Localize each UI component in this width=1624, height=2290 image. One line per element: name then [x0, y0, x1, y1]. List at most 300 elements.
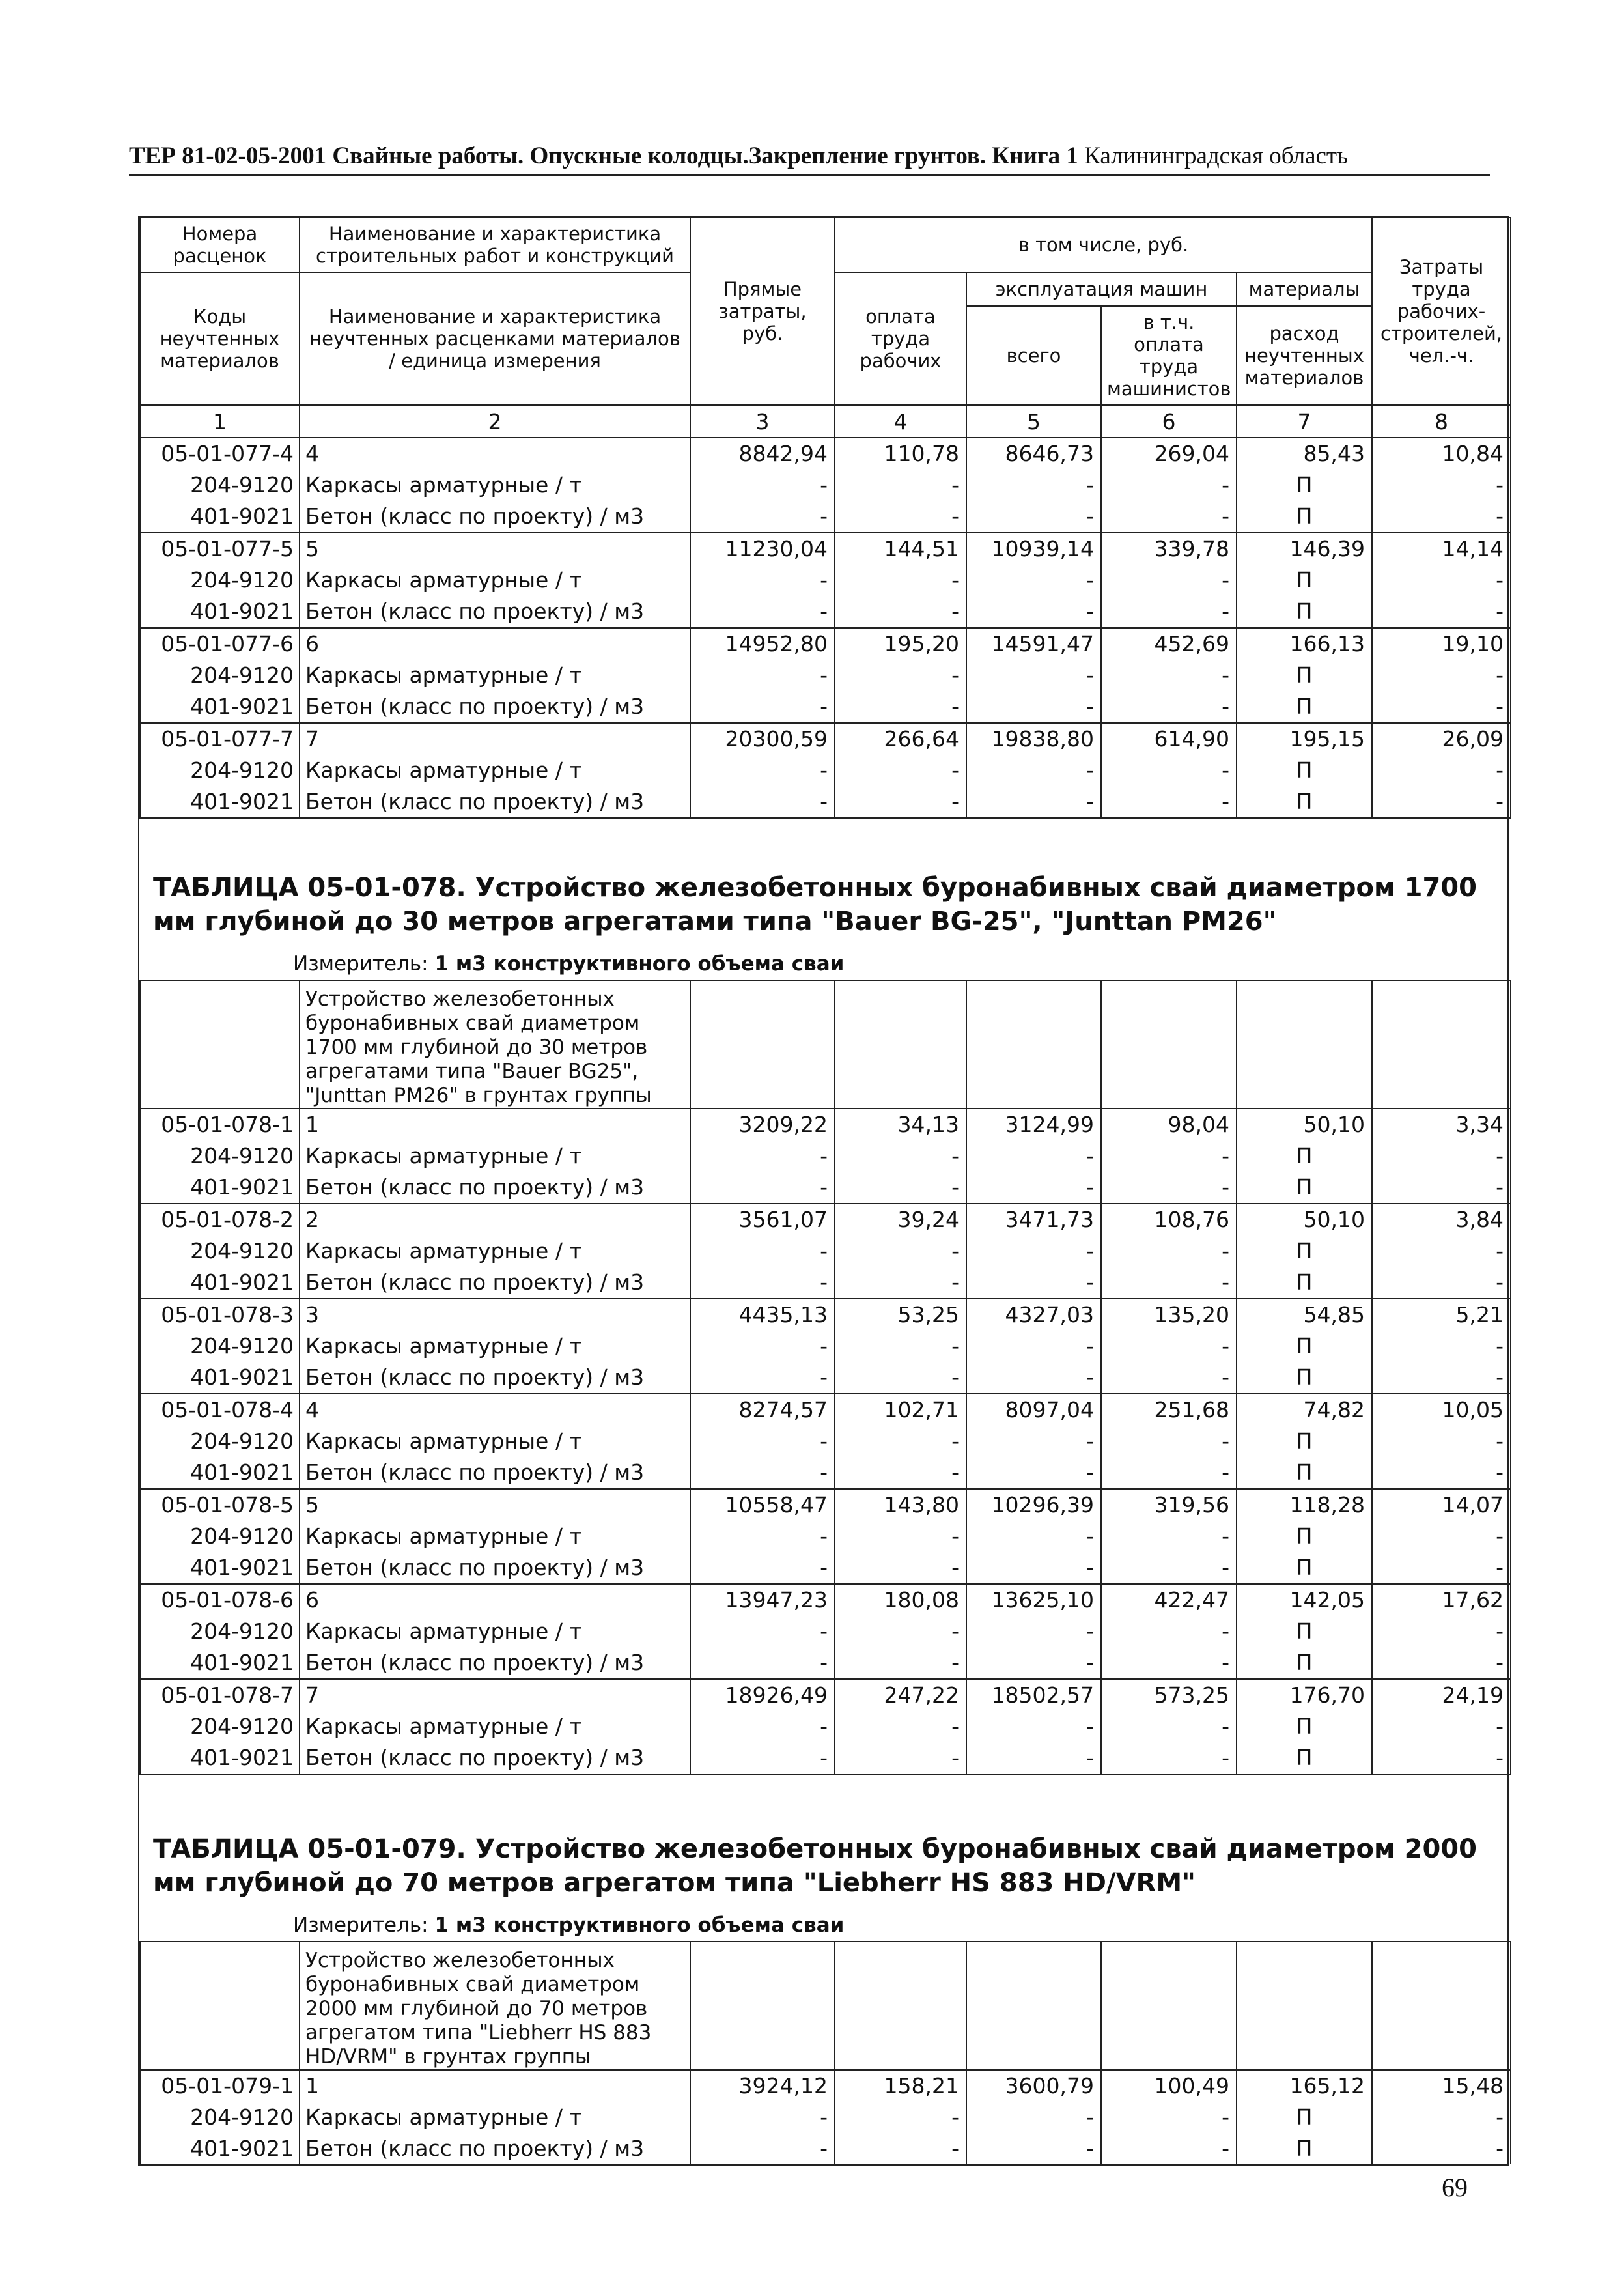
table-cell: 3,84: [1372, 1204, 1511, 1236]
table-cell: -: [690, 2102, 835, 2133]
section-title-row: [140, 1774, 1511, 1909]
table-cell: -: [690, 1711, 835, 1742]
table-cell: -: [835, 1236, 966, 1267]
col-number: 7: [1237, 405, 1372, 438]
table-cell: [140, 1942, 300, 2070]
table-cell: 98,04: [1101, 1109, 1237, 1140]
table-cell: 4435,13: [690, 1299, 835, 1331]
table-row: [140, 2070, 1511, 2102]
table-cell: [690, 980, 835, 1109]
table-cell: -: [1372, 1647, 1511, 1679]
table-cell: П: [1237, 1647, 1372, 1679]
table-cell: -: [1372, 2102, 1511, 2133]
table-cell: -: [1101, 786, 1237, 818]
table-cell: П: [1237, 2133, 1372, 2164]
table-cell: 266,64: [835, 723, 966, 755]
table-cell: 10,05: [1372, 1394, 1511, 1426]
table-cell: -: [690, 565, 835, 596]
table-cell: П: [1237, 2102, 1372, 2133]
table-cell: 251,68: [1101, 1394, 1237, 1426]
table-cell: -: [1101, 1742, 1237, 1774]
table-cell: 74,82: [1237, 1394, 1372, 1426]
table-cell: Каркасы арматурные / т: [300, 755, 690, 786]
table-cell: -: [1372, 1140, 1511, 1172]
table-cell: 401-9021: [140, 596, 300, 628]
table-cell: 614,90: [1101, 723, 1237, 755]
table-cell: 176,70: [1237, 1679, 1372, 1711]
table-cell: 10296,39: [966, 1489, 1101, 1521]
table-cell: [690, 1942, 835, 2070]
table-cell: 53,25: [835, 1299, 966, 1331]
col-including: в том числе, руб.: [835, 218, 1372, 272]
table-cell: -: [690, 755, 835, 786]
table-cell: -: [1372, 1616, 1511, 1647]
table-cell: 3,34: [1372, 1109, 1511, 1140]
section-description-row: [140, 1942, 1511, 2070]
table-cell: 05-01-078-3: [140, 1299, 300, 1331]
table-cell: -: [1101, 565, 1237, 596]
table-row: [140, 1394, 1511, 1426]
table-cell: 54,85: [1237, 1299, 1372, 1331]
table-cell: 18926,49: [690, 1679, 835, 1711]
table-cell: -: [1372, 470, 1511, 501]
table-cell: 3: [300, 1299, 690, 1331]
table-cell: -: [966, 501, 1101, 533]
table-cell: 3471,73: [966, 1204, 1101, 1236]
table-row: [140, 501, 1511, 533]
table-cell: -: [835, 1140, 966, 1172]
table-cell: 05-01-077-6: [140, 628, 300, 660]
table-cell: -: [1101, 1457, 1237, 1489]
table-row: [140, 1204, 1511, 1236]
table-cell: 401-9021: [140, 501, 300, 533]
table-cell: 165,12: [1237, 2070, 1372, 2102]
section-meter-row: [140, 1909, 1511, 1942]
table-cell: -: [1372, 1172, 1511, 1204]
table-cell: П: [1237, 1552, 1372, 1584]
column-number-row: [140, 405, 1511, 438]
table-cell: -: [1372, 1362, 1511, 1394]
table-cell: -: [966, 1457, 1101, 1489]
table-row: [140, 1236, 1511, 1267]
table-cell: Каркасы арматурные / т: [300, 1521, 690, 1552]
table-cell: 10,84: [1372, 438, 1511, 470]
table-cell: -: [835, 565, 966, 596]
section-title-row: [140, 818, 1511, 948]
table-cell: 05-01-078-2: [140, 1204, 300, 1236]
col-number: 6: [1101, 405, 1237, 438]
table-cell: -: [1101, 596, 1237, 628]
table-cell: -: [690, 1426, 835, 1457]
table-cell: П: [1237, 660, 1372, 691]
table-cell: 13947,23: [690, 1584, 835, 1616]
table-cell: -: [966, 1742, 1101, 1774]
table-cell: 05-01-078-4: [140, 1394, 300, 1426]
table-cell: П: [1237, 1267, 1372, 1299]
table-cell: 6: [300, 628, 690, 660]
table-cell: 204-9120: [140, 1426, 300, 1457]
table-cell: 24,19: [1372, 1679, 1511, 1711]
table-cell: -: [1101, 1711, 1237, 1742]
table-cell: -: [835, 786, 966, 818]
table-cell: 50,10: [1237, 1109, 1372, 1140]
table-cell: 204-9120: [140, 565, 300, 596]
rates-table: [139, 217, 1511, 2164]
col-number: 5: [966, 405, 1101, 438]
table-cell: [1372, 1942, 1511, 2070]
table-cell: 6: [300, 1584, 690, 1616]
table-cell: 3209,22: [690, 1109, 835, 1140]
table-cell: 39,24: [835, 1204, 966, 1236]
table-cell: -: [835, 1426, 966, 1457]
table-cell: -: [1372, 1267, 1511, 1299]
table-cell: -: [1101, 1172, 1237, 1204]
table-cell: 8097,04: [966, 1394, 1101, 1426]
table-cell: Бетон (класс по проекту) / м3: [300, 1552, 690, 1584]
table-cell: -: [966, 596, 1101, 628]
table-cell: П: [1237, 786, 1372, 818]
table-cell: -: [966, 1331, 1101, 1362]
table-cell: -: [690, 786, 835, 818]
section-meter: [140, 948, 1511, 980]
table-cell: -: [1372, 660, 1511, 691]
col-material-use: расход неучтенных материалов: [1237, 306, 1372, 405]
table-cell: 05-01-079-1: [140, 2070, 300, 2102]
table-cell: 18502,57: [966, 1679, 1101, 1711]
table-cell: [1237, 1942, 1372, 2070]
table-cell: -: [966, 1521, 1101, 1552]
table-cell: 7: [300, 1679, 690, 1711]
table-cell: -: [1101, 1426, 1237, 1457]
table-row: [140, 565, 1511, 596]
table-cell: -: [1101, 691, 1237, 723]
table-cell: П: [1237, 1172, 1372, 1204]
table-cell: -: [690, 596, 835, 628]
table-cell: 269,04: [1101, 438, 1237, 470]
section-meter: [140, 1909, 1511, 1942]
table-cell: -: [966, 1140, 1101, 1172]
table-cell: 05-01-078-7: [140, 1679, 300, 1711]
meter-label: Измеритель:: [293, 1913, 428, 1937]
table-cell: П: [1237, 1521, 1372, 1552]
table-cell: -: [966, 1236, 1101, 1267]
table-cell: 204-9120: [140, 1236, 300, 1267]
table-cell: Каркасы арматурные / т: [300, 1331, 690, 1362]
table-cell: 401-9021: [140, 2133, 300, 2164]
table-cell: 195,20: [835, 628, 966, 660]
table-cell: -: [1372, 1331, 1511, 1362]
table-cell: Бетон (класс по проекту) / м3: [300, 501, 690, 533]
table-row: [140, 723, 1511, 755]
table-cell: 14,07: [1372, 1489, 1511, 1521]
table-cell: -: [835, 1331, 966, 1362]
table-cell: -: [835, 1521, 966, 1552]
table-cell: -: [966, 1552, 1101, 1584]
table-row: [140, 1552, 1511, 1584]
table-cell: 195,15: [1237, 723, 1372, 755]
col-material-name: Наименование и характеристика неучтенных расценками материалов / единица измерения: [300, 272, 690, 405]
table-cell: 166,13: [1237, 628, 1372, 660]
table-cell: 401-9021: [140, 1172, 300, 1204]
table-cell: Каркасы арматурные / т: [300, 565, 690, 596]
table-row: [140, 1711, 1511, 1742]
col-labor-costs: Затраты труда рабочих-строителей, чел.-ч.: [1372, 218, 1511, 405]
section-description-row: [140, 980, 1511, 1109]
table-cell: 452,69: [1101, 628, 1237, 660]
table-cell: -: [690, 470, 835, 501]
table-cell: 4: [300, 438, 690, 470]
table-cell: -: [1101, 2133, 1237, 2164]
table-cell: Каркасы арматурные / т: [300, 1140, 690, 1172]
table-cell: -: [835, 2102, 966, 2133]
table-cell: Бетон (класс по проекту) / м3: [300, 691, 690, 723]
table-cell: 319,56: [1101, 1489, 1237, 1521]
table-cell: П: [1237, 755, 1372, 786]
table-row: [140, 1109, 1511, 1140]
table-row: [140, 1489, 1511, 1521]
table-row: [140, 1584, 1511, 1616]
table-cell: 247,22: [835, 1679, 966, 1711]
section-meter-row: [140, 948, 1511, 980]
table-cell: 401-9021: [140, 1742, 300, 1774]
section-description: Устройство железобетонных буронабивных свай диаметром 2000 мм глубиной до 70 метров агрегатом типа "Liebherr HS 883 HD/VRM" в грунтах группы: [300, 1942, 690, 2070]
col-number: 8: [1372, 405, 1511, 438]
table-cell: 4: [300, 1394, 690, 1426]
table-row: [140, 1616, 1511, 1647]
table-cell: -: [690, 1647, 835, 1679]
table-cell: [1101, 980, 1237, 1109]
table-cell: -: [690, 1267, 835, 1299]
table-cell: 204-9120: [140, 2102, 300, 2133]
table-cell: Каркасы арматурные / т: [300, 660, 690, 691]
table-cell: 401-9021: [140, 1457, 300, 1489]
table-cell: 05-01-078-1: [140, 1109, 300, 1140]
table-cell: П: [1237, 501, 1372, 533]
table-cell: 204-9120: [140, 1140, 300, 1172]
col-machine-operation: эксплуатация машин: [966, 272, 1237, 306]
table-cell: -: [966, 755, 1101, 786]
table-cell: П: [1237, 1362, 1372, 1394]
table-cell: -: [1372, 691, 1511, 723]
table-cell: 50,10: [1237, 1204, 1372, 1236]
col-rate-numbers: Номера расценок: [140, 218, 300, 272]
table-cell: Каркасы арматурные / т: [300, 1616, 690, 1647]
table-cell: 102,71: [835, 1394, 966, 1426]
table-row: [140, 438, 1511, 470]
table-cell: 8274,57: [690, 1394, 835, 1426]
col-total: всего: [966, 306, 1101, 405]
table-cell: 422,47: [1101, 1584, 1237, 1616]
table-cell: 13625,10: [966, 1584, 1101, 1616]
table-cell: 19,10: [1372, 628, 1511, 660]
table-row: [140, 691, 1511, 723]
table-cell: 5: [300, 533, 690, 565]
table-row: [140, 628, 1511, 660]
table-cell: -: [1101, 470, 1237, 501]
table-cell: 10939,14: [966, 533, 1101, 565]
table-cell: -: [690, 1331, 835, 1362]
meter-value: 1 м3 конструктивного объема сваи: [434, 1913, 845, 1937]
table-row: [140, 1140, 1511, 1172]
table-cell: 1: [300, 2070, 690, 2102]
table-cell: 144,51: [835, 533, 966, 565]
table-cell: 401-9021: [140, 1267, 300, 1299]
table-cell: 17,62: [1372, 1584, 1511, 1616]
table-cell: 3600,79: [966, 2070, 1101, 2102]
table-cell: -: [835, 596, 966, 628]
table-cell: Бетон (класс по проекту) / м3: [300, 786, 690, 818]
table-cell: 204-9120: [140, 1521, 300, 1552]
table-cell: -: [690, 1552, 835, 1584]
col-material-codes: Коды неучтенных материалов: [140, 272, 300, 405]
table-cell: -: [690, 660, 835, 691]
table-cell: 4327,03: [966, 1299, 1101, 1331]
table-cell: 7: [300, 723, 690, 755]
table-cell: 573,25: [1101, 1679, 1237, 1711]
table-cell: П: [1237, 1331, 1372, 1362]
table-cell: 26,09: [1372, 723, 1511, 755]
table-cell: 204-9120: [140, 1616, 300, 1647]
table-cell: 204-9120: [140, 1711, 300, 1742]
table-cell: -: [1101, 1140, 1237, 1172]
table-cell: 401-9021: [140, 691, 300, 723]
table-cell: -: [835, 660, 966, 691]
table-cell: 11230,04: [690, 533, 835, 565]
table-cell: -: [835, 1172, 966, 1204]
table-cell: -: [1372, 1552, 1511, 1584]
table-cell: Бетон (класс по проекту) / м3: [300, 596, 690, 628]
table-cell: -: [690, 1742, 835, 1774]
table-cell: 14,14: [1372, 533, 1511, 565]
table-cell: -: [1101, 1267, 1237, 1299]
table-cell: 05-01-077-5: [140, 533, 300, 565]
table-cell: Бетон (класс по проекту) / м3: [300, 1742, 690, 1774]
table-cell: 108,76: [1101, 1204, 1237, 1236]
table-cell: 85,43: [1237, 438, 1372, 470]
col-number: 3: [690, 405, 835, 438]
table-cell: -: [835, 1267, 966, 1299]
table-cell: -: [1372, 501, 1511, 533]
table-cell: 401-9021: [140, 1362, 300, 1394]
table-cell: -: [835, 1711, 966, 1742]
table-cell: П: [1237, 565, 1372, 596]
table-cell: -: [1372, 755, 1511, 786]
table-cell: -: [835, 1457, 966, 1489]
table-cell: 1: [300, 1109, 690, 1140]
table-cell: П: [1237, 1426, 1372, 1457]
table-cell: -: [1101, 1616, 1237, 1647]
table-row: [140, 1172, 1511, 1204]
table-cell: -: [835, 2133, 966, 2164]
table-header: [140, 218, 1511, 438]
table-cell: Бетон (класс по проекту) / м3: [300, 1457, 690, 1489]
table-cell: 110,78: [835, 438, 966, 470]
table-row: [140, 786, 1511, 818]
table-cell: Бетон (класс по проекту) / м3: [300, 1267, 690, 1299]
table-cell: -: [690, 1362, 835, 1394]
table-cell: 14952,80: [690, 628, 835, 660]
table-cell: -: [1372, 2133, 1511, 2164]
table-cell: Каркасы арматурные / т: [300, 470, 690, 501]
table-cell: -: [690, 2133, 835, 2164]
table-cell: -: [966, 1426, 1101, 1457]
page-number: 69: [1442, 2173, 1468, 2202]
table-cell: 5: [300, 1489, 690, 1521]
table-row: [140, 1457, 1511, 1489]
table-cell: 14591,47: [966, 628, 1101, 660]
table-cell: П: [1237, 1457, 1372, 1489]
header-region: Калининградская область: [1078, 143, 1348, 169]
section-title: ТАБЛИЦА 05-01-078. Устройство железобетонных буронабивных свай диаметром 1700 мм глубиной до 30 метров агрегатами типа "Bauer BG-25", "Junttan PM26": [140, 818, 1511, 948]
table-cell: 05-01-077-7: [140, 723, 300, 755]
table-cell: -: [1101, 1552, 1237, 1584]
table-cell: -: [835, 691, 966, 723]
table-row: [140, 1426, 1511, 1457]
col-number: 1: [140, 405, 300, 438]
table-cell: Бетон (класс по проекту) / м3: [300, 1172, 690, 1204]
col-direct-costs: Прямые затраты, руб.: [690, 218, 835, 405]
table-cell: 8646,73: [966, 438, 1101, 470]
table-row: [140, 1742, 1511, 1774]
table-cell: -: [835, 1616, 966, 1647]
table-cell: 3561,07: [690, 1204, 835, 1236]
col-machinist-pay: в т.ч. оплата труда машинистов: [1101, 306, 1237, 405]
table-cell: -: [966, 1267, 1101, 1299]
table-cell: -: [1372, 786, 1511, 818]
header-title: ТЕР 81-02-05-2001 Свайные работы. Опускные колодцы.Закрепление грунтов. Книга 1: [129, 143, 1078, 169]
table-cell: 135,20: [1101, 1299, 1237, 1331]
table-cell: -: [966, 2133, 1101, 2164]
table-cell: 401-9021: [140, 1647, 300, 1679]
table-row: [140, 470, 1511, 501]
table-cell: -: [966, 1711, 1101, 1742]
table-cell: П: [1237, 1236, 1372, 1267]
table-row: [140, 1521, 1511, 1552]
table-cell: [966, 1942, 1101, 2070]
col-labor-pay: оплата труда рабочих: [835, 272, 966, 405]
section-description: Устройство железобетонных буронабивных свай диаметром 1700 мм глубиной до 30 метров агрегатами типа "Bauer BG25", "Junttan PM26" в грунтах группы: [300, 980, 690, 1109]
table-cell: [1372, 980, 1511, 1109]
col-number: 4: [835, 405, 966, 438]
table-cell: -: [690, 1236, 835, 1267]
table-cell: -: [1372, 1457, 1511, 1489]
table-cell: 3924,12: [690, 2070, 835, 2102]
table-row: [140, 533, 1511, 565]
table-cell: -: [1101, 2102, 1237, 2133]
col-number: 2: [300, 405, 690, 438]
table-cell: -: [966, 565, 1101, 596]
table-cell: П: [1237, 1711, 1372, 1742]
table-cell: -: [1372, 1742, 1511, 1774]
table-cell: 3124,99: [966, 1109, 1101, 1140]
table-cell: -: [835, 470, 966, 501]
table-cell: [1101, 1942, 1237, 2070]
table-cell: 142,05: [1237, 1584, 1372, 1616]
table-cell: Каркасы арматурные / т: [300, 1236, 690, 1267]
table-cell: 15,48: [1372, 2070, 1511, 2102]
table-cell: -: [835, 755, 966, 786]
table-cell: -: [1372, 1236, 1511, 1267]
table-row: [140, 2102, 1511, 2133]
table-cell: -: [690, 501, 835, 533]
meter-value: 1 м3 конструктивного объема сваи: [434, 952, 845, 976]
table-cell: -: [835, 1647, 966, 1679]
table-cell: -: [835, 1552, 966, 1584]
table-cell: 10558,47: [690, 1489, 835, 1521]
table-row: [140, 1299, 1511, 1331]
table-cell: -: [835, 501, 966, 533]
table-cell: -: [690, 1457, 835, 1489]
